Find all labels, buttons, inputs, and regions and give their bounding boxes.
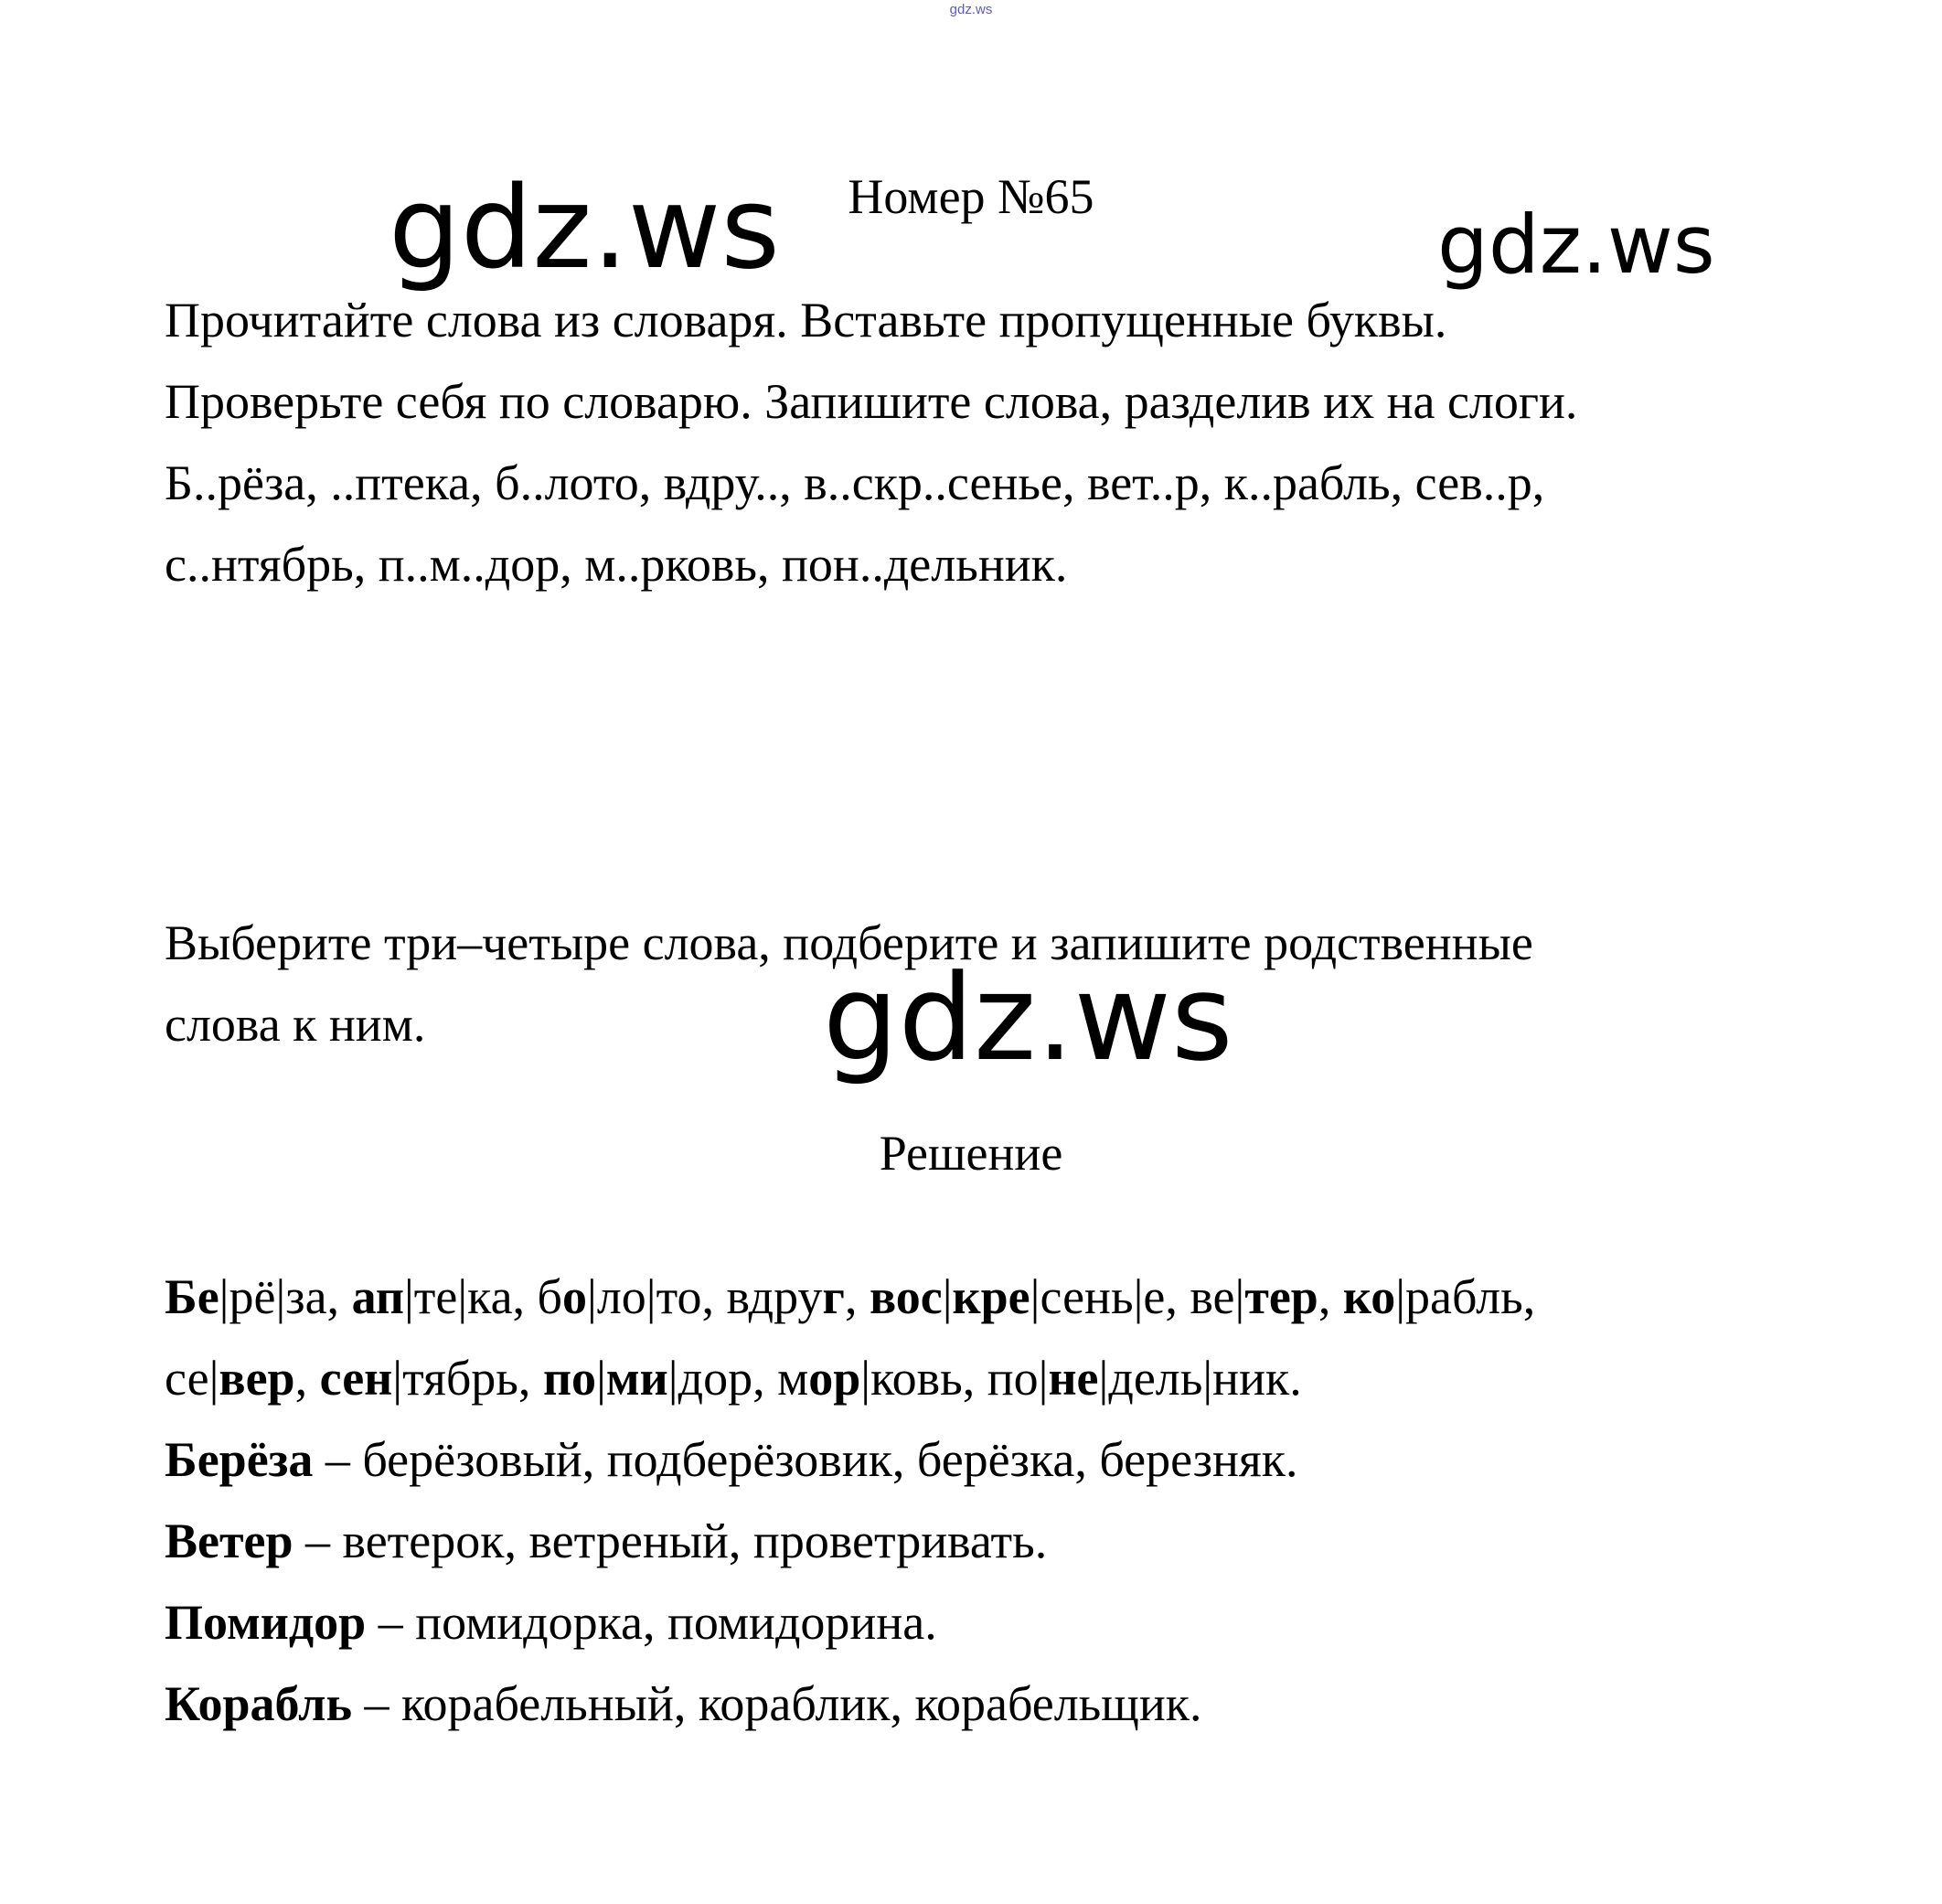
stressed-fragment: сен	[319, 1351, 393, 1406]
syllable-fragment: ,	[294, 1351, 320, 1406]
syllable-fragment: |сень|е, ве|	[1030, 1269, 1245, 1324]
syllable-fragment: ,	[844, 1269, 870, 1324]
related-word: Ветер	[165, 1514, 293, 1568]
syllable-fragment: |ло|то, вдру	[587, 1269, 823, 1324]
stressed-fragment: о	[562, 1269, 588, 1324]
syllable-fragment: |дор, м	[667, 1351, 809, 1406]
stressed-fragment: тер	[1244, 1269, 1318, 1324]
stressed-fragment: кре	[952, 1269, 1030, 1324]
related-word: Берёза	[165, 1432, 314, 1487]
related-word: Помидор	[165, 1595, 367, 1650]
task1-line: Проверьте себя по словарю. Запишите слова, разделив их на слоги.	[165, 374, 1578, 429]
stressed-fragment: ор	[808, 1351, 861, 1406]
stressed-fragment: вос	[869, 1269, 943, 1324]
task1-line: Б..рёза, ..птека, б..лото, вдру.., в..скр..сенье, вет..р, к..рабль, сев..р,	[165, 455, 1545, 510]
related-line	[165, 1501, 1810, 1582]
syllable-fragment: |	[596, 1351, 606, 1406]
watermark-big-center: gdz.ws	[823, 948, 1233, 1087]
stressed-fragment: ми	[605, 1351, 668, 1406]
task1-text	[165, 280, 1810, 605]
stressed-fragment: ап	[351, 1269, 404, 1324]
stressed-fragment: ко	[1342, 1269, 1396, 1324]
related-words: – ветерок, ветреный, проветривать.	[293, 1514, 1048, 1568]
task2-line: Выберите три–четыре слова, подберите и запишите родственные	[165, 915, 1533, 970]
syllable-fragment: ,	[1318, 1269, 1343, 1324]
stressed-fragment: не	[1048, 1351, 1099, 1406]
syllable-fragment: |	[942, 1269, 953, 1324]
syllable-fragment: |рабль,	[1395, 1269, 1536, 1324]
solution-heading: Решение	[879, 1126, 1063, 1181]
stressed-fragment: г	[822, 1269, 845, 1324]
related-word: Корабль	[165, 1676, 353, 1731]
task2-line: слова к ним.	[165, 997, 426, 1052]
related-line	[165, 1663, 1810, 1745]
related-words: – помидорка, помидорина.	[366, 1595, 937, 1650]
syllable-fragment: |рё|за,	[219, 1269, 352, 1324]
syllables-line	[165, 1257, 1810, 1338]
syllables-line	[165, 1338, 1810, 1419]
syllable-fragment: |ковь, по|	[860, 1351, 1049, 1406]
task1-line: Прочитайте слова из словаря. Вставьте пропущенные буквы.	[165, 293, 1447, 348]
related-line	[165, 1419, 1810, 1501]
related-line	[165, 1582, 1810, 1663]
top-watermark-text: gdz.ws	[949, 2, 993, 17]
syllable-fragment: |дель|ник.	[1098, 1351, 1302, 1406]
answer-block	[165, 1257, 1810, 1745]
syllable-fragment: |тябрь,	[392, 1351, 543, 1406]
page-title: Номер №65	[848, 169, 1094, 224]
stressed-fragment: Бе	[165, 1269, 219, 1324]
stressed-fragment: по	[542, 1351, 597, 1406]
watermark-big-right: gdz.ws	[1437, 198, 1715, 292]
syllable-fragment: се|	[165, 1351, 219, 1406]
related-words: – корабельный, кораблик, корабельщик.	[352, 1676, 1202, 1731]
watermark-big-left: gdz.ws	[389, 163, 780, 294]
syllable-fragment: |те|ка, б	[403, 1269, 563, 1324]
related-words: – берёзовый, подберёзовик, берёзка, березняк.	[313, 1432, 1298, 1487]
stressed-fragment: вер	[219, 1351, 295, 1406]
task1-line: с..нтябрь, п..м..дор, м..рковь, пон..дельник.	[165, 537, 1068, 592]
